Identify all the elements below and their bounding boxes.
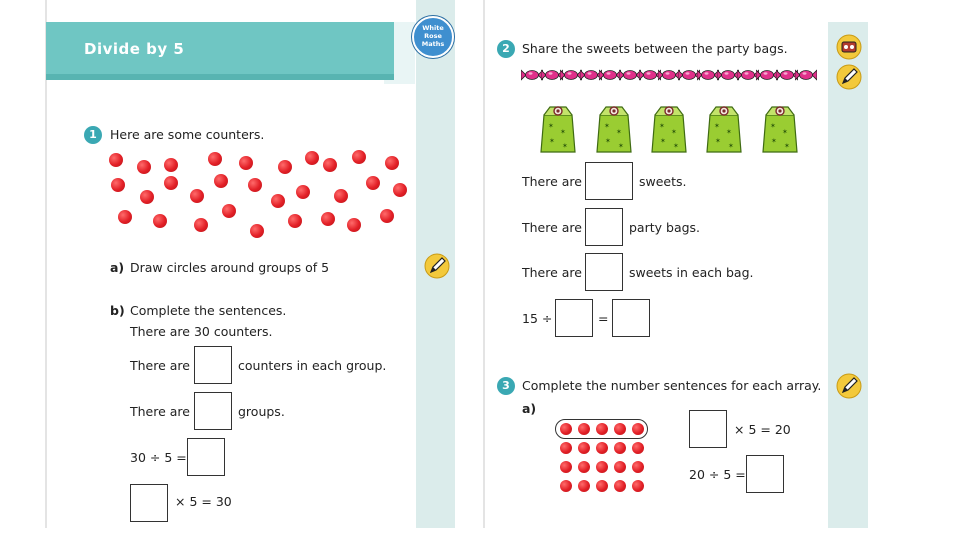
svg-text:✶: ✶: [616, 128, 622, 136]
q1-s2-after: groups.: [238, 404, 285, 419]
array-counter: [632, 423, 644, 435]
counter: [109, 153, 123, 167]
counter: [194, 218, 208, 232]
array-counter: [596, 442, 608, 454]
counter: [164, 176, 178, 190]
svg-text:✶: ✶: [770, 122, 776, 130]
q2-answer-box-divisor[interactable]: [555, 299, 593, 337]
q2-prompt: Share the sweets between the party bags.: [522, 41, 788, 56]
counter: [140, 190, 154, 204]
array-counter: [632, 480, 644, 492]
array-counter: [596, 461, 608, 473]
q1-part-b-text: Complete the sentences.: [130, 303, 287, 318]
q2-s1-after: sweets.: [639, 174, 687, 189]
array-counter: [614, 442, 626, 454]
svg-text:✶: ✶: [560, 128, 566, 136]
q1-s2-before: There are: [130, 404, 190, 419]
counter: [380, 209, 394, 223]
pencil-icon: [836, 64, 862, 90]
counter: [137, 160, 151, 174]
counter: [323, 158, 337, 172]
q1-part-b-label: b): [110, 303, 125, 318]
svg-text:✶: ✶: [618, 142, 624, 150]
reasoning-icon: [836, 34, 862, 60]
svg-text:✶: ✶: [784, 142, 790, 150]
counter: [248, 178, 262, 192]
svg-text:✶: ✶: [659, 122, 665, 130]
svg-text:✶: ✶: [660, 137, 666, 145]
party-bag-icon: [706, 103, 742, 153]
svg-text:✶: ✶: [549, 137, 555, 145]
pencil-icon: [836, 373, 862, 399]
q1-part-a-label: a): [110, 260, 125, 275]
counter: [278, 160, 292, 174]
white-rose-logo: [412, 16, 454, 58]
question-2-number: 2: [497, 40, 515, 58]
array-counter: [560, 480, 572, 492]
party-bag-icon: [540, 103, 576, 153]
counter: [164, 158, 178, 172]
svg-text:✶: ✶: [714, 122, 720, 130]
q2-s3-after: sweets in each bag.: [629, 265, 754, 280]
counter: [190, 189, 204, 203]
svg-text:✶: ✶: [548, 122, 554, 130]
q1-fact: There are 30 counters.: [130, 324, 273, 339]
q2-eq-equals: =: [598, 311, 609, 326]
question-1-number: 1: [84, 126, 102, 144]
q2-s2-after: party bags.: [629, 220, 701, 235]
counter: [288, 214, 302, 228]
q1-s1-before: There are: [130, 358, 190, 373]
party-bag-icon: [762, 103, 798, 153]
q1-answer-box-multiplication[interactable]: [130, 484, 168, 522]
counter: [222, 204, 236, 218]
q3-answer-box-division[interactable]: [746, 455, 784, 493]
counter: [118, 210, 132, 224]
pencil-icon: [424, 253, 450, 279]
array-counter: [578, 480, 590, 492]
array-counter: [632, 442, 644, 454]
counter: [305, 151, 319, 165]
counter: [321, 212, 335, 226]
counter: [271, 194, 285, 208]
svg-text:✶: ✶: [728, 142, 734, 150]
counter: [296, 185, 310, 199]
svg-text:✶: ✶: [604, 122, 610, 130]
array-counter: [596, 423, 608, 435]
counter: [153, 214, 167, 228]
q3-prompt: Complete the number sentences for each array.: [522, 378, 822, 393]
svg-text:✶: ✶: [673, 142, 679, 150]
counter: [111, 178, 125, 192]
counter: [385, 156, 399, 170]
counter: [208, 152, 222, 166]
q2-answer-box-sweets[interactable]: [585, 162, 633, 200]
svg-text:✶: ✶: [771, 137, 777, 145]
array-counter: [614, 423, 626, 435]
q1-answer-box-division[interactable]: [187, 438, 225, 476]
svg-text:✶: ✶: [726, 128, 732, 136]
array-counter: [578, 461, 590, 473]
counter: [334, 189, 348, 203]
question-3-number: 3: [497, 377, 515, 395]
array-counter: [614, 480, 626, 492]
counter: [366, 176, 380, 190]
page-title: Divide by 5: [84, 40, 185, 58]
q2-s3-before: There are: [522, 265, 582, 280]
svg-text:✶: ✶: [671, 128, 677, 136]
q1-eq1: 30 ÷ 5 =: [130, 450, 187, 465]
q2-s1-before: There are: [522, 174, 582, 189]
party-bag-icon: [651, 103, 687, 153]
q2-answer-box-bags[interactable]: [585, 208, 623, 246]
q3-answer-box-multiplication[interactable]: [689, 410, 727, 448]
svg-text:✶: ✶: [715, 137, 721, 145]
array-counter: [596, 480, 608, 492]
sweet-icon: [795, 69, 817, 81]
counter: [393, 183, 407, 197]
q1-part-a-text: Draw circles around groups of 5: [130, 260, 330, 275]
q1-prompt: Here are some counters.: [110, 127, 265, 142]
q3-part-a-label: a): [522, 401, 537, 416]
array-counter: [578, 423, 590, 435]
svg-text:✶: ✶: [605, 137, 611, 145]
counter: [214, 174, 228, 188]
q2-eq-left: 15 ÷: [522, 311, 553, 326]
party-bag-icon: [596, 103, 632, 153]
logo-text: White Rose Maths: [421, 24, 445, 48]
array-counter: [560, 442, 572, 454]
counter: [239, 156, 253, 170]
q3-eq1: × 5 = 20: [734, 422, 791, 437]
q1-answer-box-groups[interactable]: [194, 392, 232, 430]
svg-text:✶: ✶: [782, 128, 788, 136]
q1-eq2: × 5 = 30: [175, 494, 232, 509]
q2-s2-before: There are: [522, 220, 582, 235]
counter: [352, 150, 366, 164]
q2-answer-box-per-bag[interactable]: [585, 253, 623, 291]
q2-answer-box-quotient[interactable]: [612, 299, 650, 337]
array-counter: [560, 461, 572, 473]
counter: [347, 218, 361, 232]
array-counter: [578, 442, 590, 454]
array-counter: [614, 461, 626, 473]
array-counter: [560, 423, 572, 435]
array-counter: [632, 461, 644, 473]
q1-answer-box-group-size[interactable]: [194, 346, 232, 384]
q1-s1-after: counters in each group.: [238, 358, 387, 373]
counter: [250, 224, 264, 238]
q3-eq2: 20 ÷ 5 =: [689, 467, 746, 482]
svg-text:✶: ✶: [562, 142, 568, 150]
